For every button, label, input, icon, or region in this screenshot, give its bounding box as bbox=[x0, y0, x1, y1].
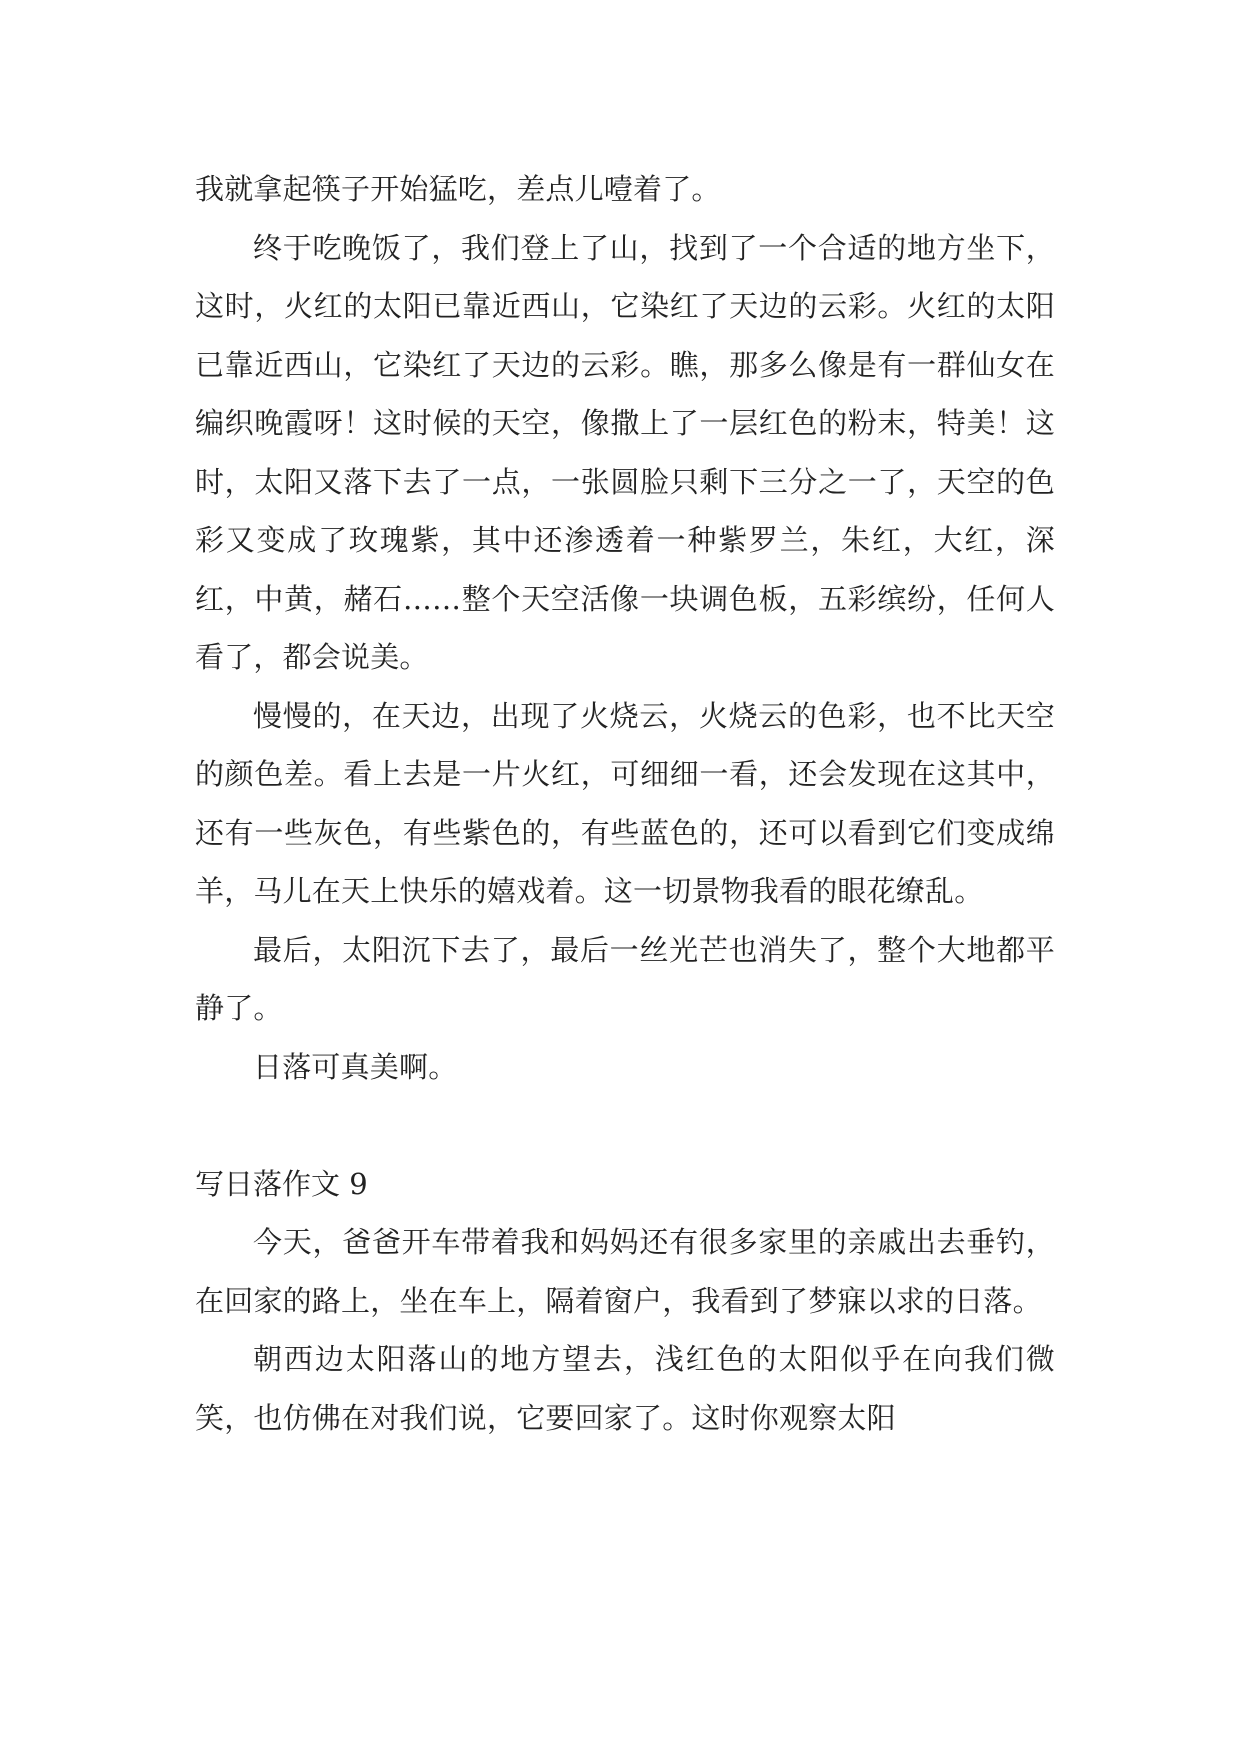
section-title: 写日落作文 9 bbox=[195, 1166, 368, 1201]
paragraph-continued: 我就拿起筷子开始猛吃，差点儿噎着了。 bbox=[195, 172, 721, 206]
paragraph-fire-clouds: 慢慢的，在天边，出现了火烧云，火烧云的色彩，也不比天空的颜色差。看上去是一片火红，可细细一看，还会发现在这其中，还有一些灰色，有些紫色的，有些蓝色的，还可以看到它们变成绵羊，马儿在天上快乐的嬉戏着。这一切景物我看的眼花缭乱。 bbox=[195, 698, 1055, 908]
paragraph-sunset-sky: 终于吃晚饭了，我们登上了山，找到了一个合适的地方坐下，这时，火红的太阳已靠近西山，它染红了天边的云彩。火红的太阳已靠近西山，它染红了天边的云彩。瞧，那多么像是有一群仙女在编织晚霞呀！这时候的天空，像撒上了一层红色的粉末，特美！这时，太阳又落下去了一点，一张圆脸只剩下三分之一了，天空的色彩又变成了玫瑰紫，其中还渗透着一种紫罗兰，朱红，大红，深红，中黄，赭石……整个天空活像一块调色板，五彩缤纷，任何人看了，都会说美。 bbox=[195, 230, 1055, 674]
paragraph-closing: 日落可真美啊。 bbox=[253, 1049, 458, 1084]
paragraph-sun-sets: 最后，太阳沉下去了，最后一丝光芒也消失了，整个大地都平静了。 bbox=[195, 932, 1055, 1025]
paragraph-fishing-trip: 今天，爸爸开车带着我和妈妈还有很多家里的亲戚出去垂钓，在回家的路上，坐在车上，隔着窗户，我看到了梦寐以求的日落。 bbox=[195, 1225, 1055, 1318]
document-body bbox=[195, 160, 1055, 1447]
paragraph-looking-west: 朝西边太阳落山的地方望去，浅红色的太阳似乎在向我们微笑，也仿佛在对我们说，它要回家了。这时你观察太阳 bbox=[195, 1342, 1055, 1435]
